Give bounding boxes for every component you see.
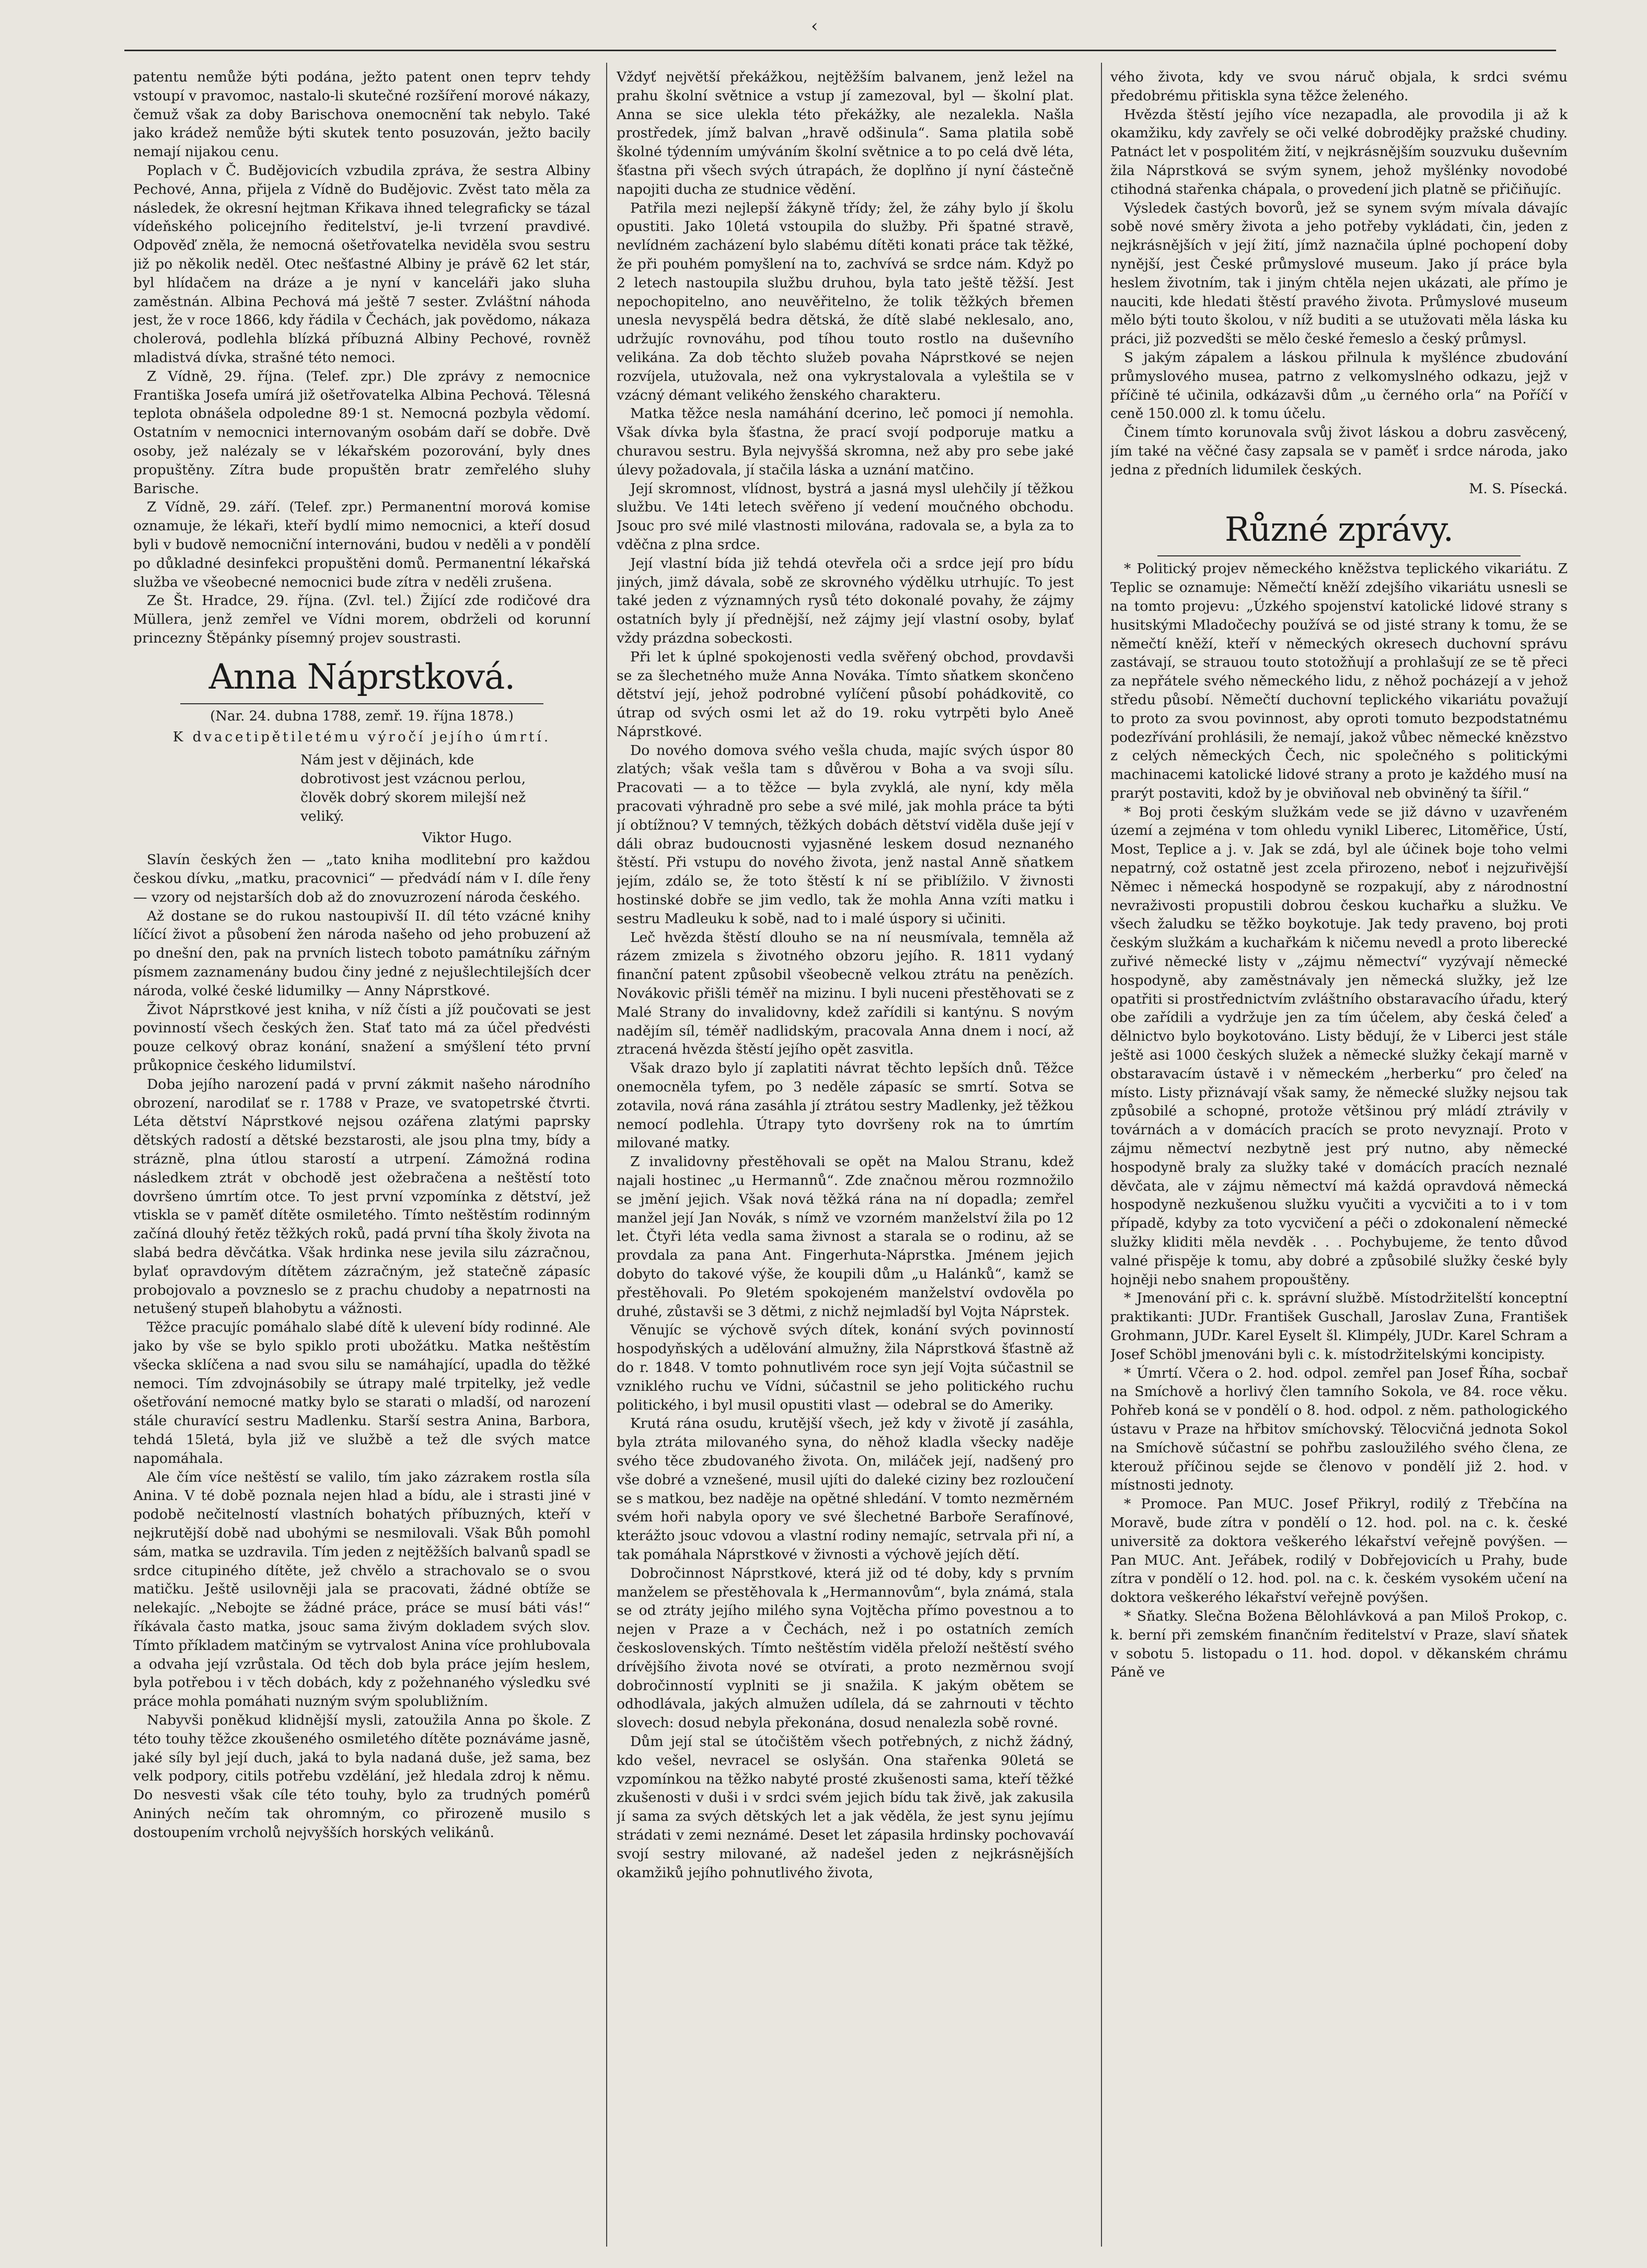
paragraph: Činem tímto korunovala svůj život láskou a dobru zasvěcený, jím také na věčné časy zapsala se v paměť i srdce národa, jako jedna z předních lidumilek českých. (1110, 424, 1568, 478)
title-rule (180, 703, 543, 704)
news-item: Z Vídně, 29. září. (Telef. zpr.) Permanentní morová komise oznamuje, že lékaři, kteří bydlí mimo nemocnici, a kteří dosud byli v budově nemocniční internováni, budou v neděli a v pondělí po důkladné desinfekci propuštěni domů. Permanentní lékařská služba ve všeobecné nemocnici bude zítra v neděli zrušena. (133, 499, 590, 590)
paragraph: patentu nemůže býti podána, ježto patent onen teprv tehdy vstoupí v pravomoc, nastalo-li skutečné rozšíření morové nákazy, čemuž však za doby Barischova onemocnění tak nebylo. Také jako krádež nemůže býti skutek tento posuzován, ježto bacily nemají nijakou cenu. (133, 69, 590, 160)
author-signature: M. S. Písecká. (1469, 480, 1568, 497)
paragraph: Však drazo bylo jí zaplatiti návrat těchto lepších dnů. Těžce onemocněla tyfem, po 3 neděle zápasíc se smrtí. Sotva se zotavila, nová rána zasáhla jí ztrátou sestry Madlenky, jež těžkou nemocí podlehla. Útrapy tyto dovršeny rok na to úmrtím milované matky. (617, 1060, 1074, 1152)
paragraph: Její vlastní bída již tehdá otevřela oči a srdce její pro bídu jiných, jimž dávala, sobě ze skrovného výdělku utrhujíc. To jest také jeden z významných rysů této dokonalé povahy, že zájmy ostatních byly jí přednější, než zájmy její vlastní osoby, bylať vždy prázdna sobeckosti. (617, 555, 1074, 646)
paragraph: S jakým zápalem a láskou přilnula k myšlénce zbudování průmyslového musea, patrno z velkomyslného odkazu, jejž v příčině té učinila, odkázavši dům „u černého orla“ na Poříčí v ceně 150.000 zl. k tomu účelu. (1110, 349, 1568, 422)
article-title: Anna Náprstková. (208, 656, 515, 697)
news-item: * Jmenování při c. k. správní službě. Místodržitelští konceptní praktikanti: JUDr. František Guschall, Jaroslav Zuna, František Grohmann, JUDr. Karel Eyselt šl. Klimpély, JUDr. Karel Schram a Josef Schöbl jmenováni byli c. k. místodržitelskými koncipisty. (1110, 1290, 1568, 1363)
news-item: Poplach v Č. Budějovicích vzbudila zpráva, že sestra Albiny Pechové, Anna, přijela z Vídně do Budějovic. Zvěst tato měla za následek, že okresní hejtman Křikava ihned telegraficky se tázal vídeňského policejního ředitelství, je-li tvrzení pravdivé. Odpověď zněla, že nemocná ošetřovatelka neviděla svou sestru již po několik neděl. Otec nešťastné Albiny je právě 62 let stár, byl hlídačem na dráze a je nyní v kanceláři jako sluha zaměstnán. Albina Pechová má ještě 7 sester. Zvláštní náhoda jest, že v roce 1866, kdy řádila v Čechách, jak povědomo, nákaza cholerová, podlehla blízká příbuzná Albiny Pechové, rovněž mladistvá dívka, strašné této nemoci. (133, 162, 590, 366)
paragraph: Ale čím více neštěstí se valilo, tím jako zázrakem rostla síla Anina. V té době poznala nejen hlad a bídu, ale i strasti jiné v podobě nečitelností vlastních bohatých příbuzných, kteří v nejkrutější době nad ubohými se nesmilovali. Však Bůh pomohl sám, matka se uzdravila. Tím jeden z nejtěžších balvanů spadl se srdce citupiného dítěte, jež chvělo a strachovalo se o svou matičku. Ještě usilovněji jala se pracovati, žádné obtíže se nelekajíc. „Nebojte se žádné práce, práce se musí báti vás!“ říkávala často matka, jsouc sama živým dokladem svých slov. Tímto příkladem matčiným se vytrvalost Anina více prohlubovala a odvaha její vzrůstala. Od těch dob byla práce jejím heslem, byla potřebou i v těch dobách, kdy z požehnaného výsledku své práce mohla pomáhati nuzným svým spolubližním. (133, 1469, 590, 1710)
paragraph: Leč hvězda štěstí dlouho se na ní neusmívala, temněla až rázem zmizela s životného obzoru jejího. R. 1811 vydaný finanční patent způsobil všeobecně velkou ztrátu na penězích. Novákovic přišli téměř na mizinu. I byli nuceni přestěhovati se z Malé Strany do invalidovny, kdež zařídili si kantýnu. S novým nadějím síl, téměř nadlidským, pracovala Anna dnem i nocí, až ztracená hvězda štěstí jejího opět zasvitla. (617, 929, 1074, 1058)
paragraph: Dům její stal se útočištěm všech potřebných, z nichž žádný, kdo vešel, nevracel se oslyšán. Ona stařenka 90letá se vzpomínkou na těžko nabyté prosté zkušenosti sama, kteří těžké zkušenosti v duši i v srdci svém jejich bídu tak živě, jak zakusila jí sama za svých dětských let a jak věděla, že jest synu jejímu strádati v zemi neznámé. Deset let zápasila hrdinsky pochovaváí svojí sestry milované, až nadešel jeden z nejkrásnějších okamžiků jejího pohnutlivého života, (617, 1733, 1074, 1881)
paragraph: Matka těžce nesla namáhání dcerino, leč pomoci jí nemohla. Však dívka byla šťastna, že prací svojí podporuje matku a churavou sestru. Byla nejvyššá skromna, než aby pro sebe jaké úlevy požadovala, jí stačila láska a uznání matčino. (617, 405, 1074, 478)
paragraph: Slavín českých žen — „tato kniha modlitební pro každou českou dívku, „matku, pracovnici“ — předvádí nám v I. díle řeny — vzory od nejstarších dob až do znovuzrození národa českého. (133, 852, 590, 905)
news-item: Z Vídně, 29. října. (Telef. zpr.) Dle zprávy z nemocnice Františka Josefa umírá již ošetřovatelka Albina Pechová. Tělesná teplota obnášela odpoledne 89·1 st. Nemocná pozbyla vědomí. Ostatním v nemocnici internovaným osobám daří se dobře. Dvě osoby, jež nalézaly se v lékařském pozorování, byly dnes propuštěny. Zítra bude propuštěn bratr zemřelého sluhy Barische. (133, 368, 590, 497)
section-heading: Různé zprávy. (1224, 510, 1454, 550)
paragraph: Doba jejího narození padá v první zákmit našeho národního obrození, narodilať se r. 1788 v Praze, ve svatopetrské čtvrti. Léta dětství Náprstkové nejsou ozářena zlatými paprsky dětských radostí a dětské bezstarosti, ale jsou plna tmy, bídy a strázně, plna útlou starostí a utrpení. Zámožná rodina následkem ztrát v obchodě jest ožebračena a neštěstí toto dovršeno úmrtím otce. To jest první vzpomínka z dětství, jež vtiskla se v paměť dítěte osmiletého. Tímto neštěstím rodinným začíná dlouhý řetěz těžkých roků, padá první tíha školy života na slabá bedra děvčátka. Však hrdinka nese jevila silu zázračnou, bylať opravdovým dítětem zázračným, jež statečně zápasíc probojovalo a povzneslo se z prachu chudoby a nepatrnosti na netušený stupeň blahobytu a vážnosti. (133, 1076, 590, 1317)
paragraph: Dobročinnost Náprstkové, která již od té doby, kdy s prvním manželem se přestěhovala k „Hermannovům“, byla známá, stala se od ztráty jejího milého syna Vojtěcha přímo povestnou a to nejen v Praze a v Čechách, než i po ostatních zemích československých. Tímto neštěstím viděla přeloží neštěstí svého drívějšího života nové se otvírati, a proto nezměrnou svojí dobročinností vyplniti se ji snažila. K jakým obětem se odhodlávala, jakých almužen udílela, dá se zahrnouti v těchto slovech: dosud nebyla překonána, dosud nenalezla sobě rovné. (617, 1565, 1074, 1731)
paragraph: Nabyvši poněkud klidnější mysli, zatoužila Anna po škole. Z této touhy těžce zkoušeného osmiletého dítěte poznáváme jasně, jaké síly byl její duch, jaká to byla nadaná duše, jež sama, bez velk podpory, citils potřebu vzdělání, jež hledala zdroj k němu. Do nesvesti však cíle této touhy, bylo za trudných pomérů Aniných nečím tak ohromným, co přirozeně musilo s dostoupením vrcholů nejvyšších horských velikánů. (133, 1712, 590, 1841)
page-mark: ‹ (811, 16, 818, 37)
epigraph: Nám jest v dějinách, kde dobrotivost jest vzácnou perlou, člověk dobrý skorem milejší než veliký. (300, 752, 526, 824)
paragraph: vého života, kdy ve svou náruč objala, k srdci svému předobrému přitiskla syna těžce želeného. (1110, 69, 1568, 104)
paragraph: Z invalidovny přestěhovali se opět na Malou Stranu, kdež najali hostinec „u Hermannů“. Zde značnou měrou rozmnožilo se jmění jejich. Však nová těžká rána na ní dopadla; zemřel manžel její Jan Novák, s nímž ve vzorném manželství žila po 12 let. Čtyři léta vedla sama živnost a starala se o rodinu, až se provdala za pana Ant. Fingerhuta-Náprstka. Jménem jejich dobyto do takové výše, že koupili dům „u Halánků“, kamž se přestěhovali. Po 9letém spokojeném manželství ovdověla po druhé, zůstavši se 3 dětmi, z nichž nejmladší byl Vojta Náprstek. (617, 1154, 1074, 1320)
column-3 (1110, 68, 1568, 2252)
news-item: * Sňatky. Slečna Božena Bělohlávková a pan Miloš Prokop, c. k. berní při zemském finančním ředitelství v Praze, slaví sňatek v sobotu 5. listopadu o 11. hod. dopol. v děkanském chrámu Páně ve (1110, 1608, 1568, 1681)
article-dates: (Nar. 24. dubna 1788, zemř. 19. října 1878.) (210, 708, 514, 724)
paragraph: Život Náprstkové jest kniha, v níž čísti a jíž poučovati se jest povinností všech českých žen. Stať tato má za účel předvésti pouze celkový obraz konání, snažení a smýšlení této první průkopnice českého lidumilství. (133, 1001, 590, 1074)
paragraph: Při let k úplné spokojenosti vedla svěřený obchod, provdavši se za šlechetného muže Anna Nováka. Tímto sňatkem skončeno dětství její, jehož podrobné vylíčení působí pohádkovitě, co útrap od svých osmi let až do 19. roku vytrpěti bylo Aneě Náprstkové. (617, 648, 1074, 740)
epigraph-author: Viktor Hugo. (422, 830, 512, 846)
paragraph: Hvězda štěstí jejího více nezapadla, ale provodila ji až k okamžiku, kdy zavřely se oči velké dobrodějky pražské chudiny. Patnáct let v pospolitém žití, v nejkrásnějším souzvuku duševním žila Náprstková se svým synem, jehož myšlénky novodobé ctihodná stařenka chápala, o provedení jich platně se přičiňujíc. (1110, 106, 1568, 197)
paragraph: Vždyť největší překážkou, nejtěžším balvanem, jenž ležel na prahu školní světnice a vstup jí zamezoval, byl — školní plat. Anna se sice ulekla této překážky, ale nezalekla. Našla prostředek, jímž balvan „hravě odšinula“. Sama platila sobě školné týdenním umýváním školní světnice a to po celá dvě léta, šťastna při všech svých útrapách, že doplňno jí nyní částečně napojiti ducha ze studnice vědění. (617, 69, 1074, 197)
news-item: Ze Št. Hradce, 29. října. (Zvl. tel.) Žijící zde rodičové dra Müllera, jenž zemřel ve Vídni morem, obdrželi od korunní princezny Štěpánky písemný projev soustrasti. (133, 592, 590, 646)
paragraph: Až dostane se do rukou nastoupivší II. díl této vzácné knihy líčící život a působení žen národa našeho od jeho probuzení až po dnešní den, pak na prvních listech toboto památníku zářným písmem zaznamenány budou činy jedné z nejušlechtilejších dcer národa, volké české lidumilky — Anny Náprstkové. (133, 908, 590, 999)
column-1 (133, 68, 590, 2252)
news-item: * Politický projev německého kněžstva teplického vikariátu. Z Teplic se oznamuje: Němečtí kněží zdejšího vikariátu usnesli se na tomto projevu: „Úzkého spojenství katolické lidové strany s husitskými Mladočechy používá se od jisté strany k tomu, že se němečtí kněží, kteří v německých okresech duchovní správu zastávají, se strauou touto stotožňují a prohlašují ze se tě přeci za nepřátele svého německého lidu, z něhož pocházejí a v jehož středu působí. Němečtí duchovní teplického vikariátu považují to proto za svou povinnost, aby oproti tomuto bezpodstatnému podezřívání prohlásili, že nemají, jakož vůbec německé knězstvo z celých německých Čech, nic společného s politickými machinacemi katolické lidové strany a proto je každého musí na prarýt postaviti, kdož by je obviňoval neb obviněný ta šířil.“ (1110, 561, 1568, 801)
column-separator (606, 63, 607, 2247)
heading-rule (1157, 555, 1521, 556)
paragraph: Její skromnost, vlídnost, bystrá a jasná mysl ulehčily jí těžkou službu. Ve 14ti letech svěřeno jí vedení moučného obchodu. Jsouc pro své milé vlastnosti milována, radovala se, a byla za to vděčna z plna srdce. (617, 480, 1074, 553)
paragraph: Do nového domova svého vešla chuda, majíc svých úspor 80 zlatých; však vešla tam s důvěrou v Boha a va svoji sílu. Pracovati — a to těžce — byla zvyklá, ale nyní, kdy měla pracovati výhradně pro sebe a své milé, jak mohla práce ta býti jí obtížnou? V temných, těžkých dobách dětství viděla duše její v dáli obraz budoucnosti vyjasněné leskem dosud neznaného štěstí. Při vstupu do nového života, jenž nastal Anně sňatkem jejím, zdálo se, že toto štěstí k ní se přiblížilo. V živnosti hostinské dobře se jim vedlo, tak že mohla Anna vzíti matku i sestru Madleuku k sobě, nad to i malé úspory si učiniti. (617, 742, 1074, 927)
news-item: * Boj proti českým služkám vede se již dávno v uzavřeném území a zejména v tom ohledu vynikl Liberec, Litoměřice, Ústí, Most, Teplice a j. v. Jak se zdá, byl ale účinek boje toho velmi nepatrný, což ostatně jest zcela přirozeno, neboť i nejzuřivější Němec i německá hospodyně se rozpakují, aby z národnostní nevraživosti propustili dobrou českou kuchařku a služku. Ve všech žaludku se těžko boykotuje. Jak tedy praveno, boj proti českým služkám a kuchařkám k ničemu nevedl a proto liberecké zuřivé německé listy v „zájmu němectví“ vyzývají německé hospodyně, aby zaměstnávaly jen německá služky, jež lze opatřiti si prostřednictvím zvláštního obstaravacího úřadu, který obe zařídili a vydržuje jen za tím účelem, aby česká čeleď a dělnictvo bylo boykotováno. Listy bědují, že v Liberci jest stále ještě asi 1000 českých služek a německé služky čekají marně v obstaravacím ústavě i v německém „herberku“ pro čeleď na místo. Listy přiznávají však samy, že německé služky nejsou tak způsobilé a schopné, protože většinou prý mládí ztrávily v továrnách a v domácích pracích se proto nevyznají. Proto v zájmu němectví nezbytně jest prý nutno, aby německé hospodyně braly za služky také v domácích pracích neznalé děvčata, ale v zájmu němectví má každá opravdová německá hospodyně nezkušenou služku vyučiti a vycvičiti a to i v tom případě, kdyby za toto vycvičení a péči o zdokonalení německé služky kliditi měla nevděk . . . Pochybujeme, že tento důvod valné přispěje k tomu, aby dobré a způsobilé služky české byly hojněji nebo snahem propouštěny. (1110, 804, 1568, 1288)
news-item: * Promoce. Pan MUC. Josef Přikryl, rodilý z Třebčína na Moravě, bude zítra v pondělí o 12. hod. pol. na c. k. české universitě za doktora veškerého lékařství veřejně povýšen. — Pan MUC. Ant. Jeřábek, rodilý v Dobřejovicích u Prahy, bude zítra v pondělí o 12. hod. pol. na c. k. českém vysokém učení na doktora veškerého lékařství veřejně povýšen. (1110, 1496, 1568, 1606)
article-subtitle: K dvacetipětiletému výročí jejího úmrtí. (172, 729, 551, 745)
column-2 (617, 68, 1074, 2252)
top-rule (124, 50, 1556, 51)
news-item: * Úmrtí. Včera o 2. hod. odpol. zemřel pan Josef Říha, socbař na Smíchově a horlivý člen tamního Sokola, ve 84. roce věku. Pohřeb koná se v pondělí o 8. hod. odpol. z něm. pathologického ústavu v Praze na hřbitov smíchovský. Tělocvičná jednota Sokol na Smíchově súčastní se pohřbu zasloužilého svého člena, ze kterouž příčinou sejde se členovo v pondělí již 2. hod. v místnosti jednoty. (1110, 1365, 1568, 1494)
paragraph: Krutá rána osudu, krutější všech, jež kdy v životě jí zasáhla, byla ztráta milovaného syna, do něhož kladla všecky naděje svého těce zbudovaného života. On, miláček její, nadšený pro vše dobré a vznešené, musil ujíti do daleké ciziny bez rozloučení se s matkou, bez naděje na opětné shledání. V tomto nezměrném svém hoři nabyla opory ve své šlechetné Barboře Serafínové, kterážto jsouc vdovou a vlastní rodiny nemajíc, setrvala při ní, a tak pomáhala Náprstkové v živnosti a výchově jejích dětí. (617, 1415, 1074, 1563)
paragraph: Výsledek častých bovorů, jež se synem svým mívala dávajíc sobě nové směry života a jeho potřeby vykládati, čin, jeden z nejkrásnějších v její žití, jímž naznačila úplné pochopení doby nynější, jest České průmyslové museum. Jako jí práce byla heslem životním, tak i jiným chtěla nejen ukázati, ale přímo je nauciti, kde hledati štěstí pravého života. Průmyslové museum mělo býti touto školou, v níž buditi a se utužovati měla láska ku práci, již pozvedšti se mělo české řemeslo a český průmysl. (1110, 200, 1568, 347)
paragraph: Patřila mezi nejlepší žákyně třídy; žel, že záhy bylo jí školu opustiti. Jako 10letá vstoupila do služby. Při špatné stravě, nevlídném zacházení bylo slabému dítěti konati práce tak těžké, že při pouhém pomyšlení na to, zachvívá se srdce nám. Když po 2 letech nastoupila službu druhou, byla tato ještě těžší. Jest nepochopitelno, ano neuvěřitelno, že tolik těžkých břemen unesla nevyspělá bedra dětská, že dítě slabé neklesalo, ano, udržujíc rovnováhu, pod tíhou touto rostlo na duševního velikána. Za dob těchto služeb povaha Náprstkové se nejen rozvíjela, utužovala, než ona vykrystalovala a vyleštila se v vzácný démant velikého ženského charakteru. (617, 200, 1074, 403)
paragraph: Těžce pracujíc pomáhalo slabé dítě k ulevení bídy rodinné. Ale jako by vše se bylo spiklo proti ubožátku. Matka neštěstím všecka sklíčena a nad svou silu se namáhající, upadla do těžké nemoci. Tím zdvojnásobily se útrapy malé trpitelky, jež vedle ošetřování nemocné matky bylo se starati o mladší, od narození stále churavící sestru Madlenku. Starší sestra Anina, Barbora, tehdá 15letá, byla již ve službě a tež dle svých matce napomáhala. (133, 1319, 590, 1467)
column-separator (1101, 63, 1102, 2247)
paragraph: Věnujíc se výchově svých dítek, konání svých povinností hospodyňských a udělování almužny, žila Náprstková šťastně až do r. 1848. V tomto pohnutlivém roce syn její Vojta súčastnil se vzniklého ruchu ve Vídni, súčastnil se jeho politického ruchu politického, i byl musil opustiti vlast — odebral se do Ameriky. (617, 1322, 1074, 1413)
